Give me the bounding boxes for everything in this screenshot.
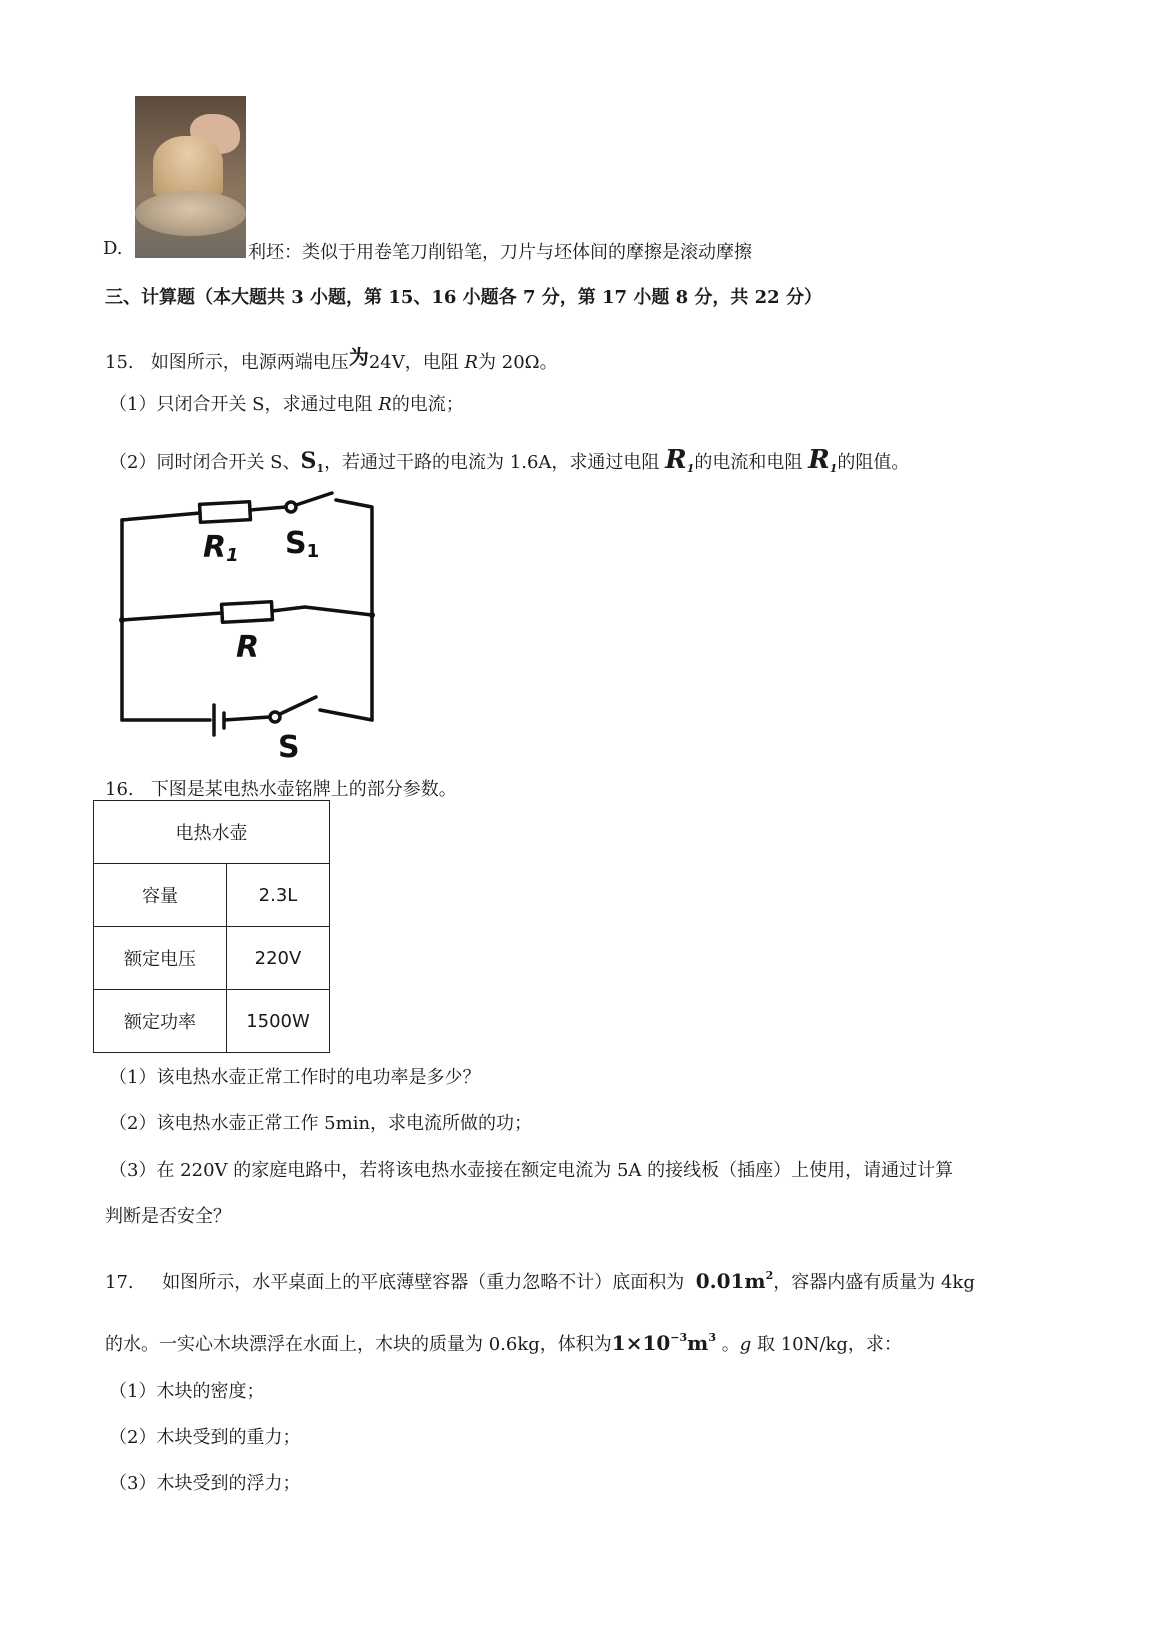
q15-p2-s1: $S_1$ [300,448,325,475]
junction-right [369,612,375,618]
q15-part1 [109,390,464,416]
table-row [94,990,330,1053]
q16-part3-line1: （3）在 220V 的家庭电路中，若将该电热水壶接在额定电流为 5A 的接线板（插座）上使用，请通过计算 [109,1160,954,1181]
resistor-r1 [200,502,251,523]
q15-p2-r1b: $R_1$ [808,445,838,475]
q17-stem [105,1268,975,1294]
circuit-label-s: S [278,730,300,760]
table-title: 电热水壶 [94,801,330,864]
q15-stem-wei: 为 [348,345,369,369]
option-d-label: D. [103,238,123,259]
q15-p2-a: （2）同时闭合开关 S、 [109,452,301,473]
row-label-power: 额定功率 [94,990,227,1053]
pottery-photo [135,96,246,258]
q15-stem-r: R [464,352,479,373]
q15-p2-c: 的电流和电阻 [694,452,803,473]
q16-part1: （1）该电热水壶正常工作时的电功率是多少？ [109,1067,481,1088]
circuit-label-s1: S1 [285,526,320,562]
q15-p1-end: 的电流； [391,394,464,415]
switch-s1-blade [296,493,332,505]
kettle-spec-table [93,800,330,1053]
row-value-capacity: 2.3L [227,864,330,927]
table-row [94,864,330,927]
q17-stem-b: ，容器内盛有质量为 4kg [773,1272,975,1293]
q17-volume: $1\times 10^{-3}m^3$ [611,1331,716,1355]
q17-line2-b: 。 [721,1334,740,1355]
q17-line2-a: 的水。一实心木块漂浮在水面上，木块的质量为 0.6kg，体积为 [105,1334,612,1355]
q17-part2: （2）木块受到的重力； [109,1427,301,1448]
q16-stem-text: 下图是某电热水壶铭牌上的部分参数。 [150,779,457,800]
table-title-row [94,801,330,864]
q17-stem-a: 如图所示，水平桌面上的平底薄壁容器（重力忽略不计）底面积为 [162,1272,685,1293]
wire-mid-a [122,613,222,620]
wire-top-a [122,513,200,520]
row-label-voltage: 额定电压 [94,927,227,990]
resistor-r [222,602,273,623]
circuit-label-r: R [236,630,260,665]
q15-stem [105,341,558,374]
table-row [94,927,330,990]
pottery-wheel-shape [135,191,246,236]
q15-part2 [109,445,909,475]
row-value-power: 1500W [227,990,330,1053]
q15-p2-d: 的阻值。 [837,452,910,473]
q15-stem-a: 如图所示，电源两端电压 [150,352,349,373]
q15-p2-r1: $R_1$ [665,445,695,475]
q16-number: 16. [105,779,134,800]
switch-s-blade [280,697,316,714]
junction-left [119,617,125,623]
q17-line2-c: 取 10N/kg，求： [757,1334,902,1355]
wire-top-b [250,507,286,510]
row-label-capacity: 容量 [94,864,227,927]
q15-stem-b: 24V，电阻 [368,352,459,373]
q16-part2: （2）该电热水壶正常工作 5min，求电流所做的功； [109,1113,533,1134]
q17-area: $0.01m^2$ [695,1269,774,1293]
wire-bot-c [320,710,372,720]
q17-number: 17. [105,1272,134,1293]
q15-p1: （1）只闭合开关 S，求通过电阻 [109,394,373,415]
option-d-text: 利坯：类似于用卷笔刀削铅笔，刀片与坯体间的摩擦是滚动摩擦 [248,242,752,263]
q17-part1: （1）木块的密度； [109,1381,265,1402]
row-value-voltage: 220V [227,927,330,990]
clay-pot-shape [153,136,223,196]
q15-p2-b: ，若通过干路的电流为 1.6A，求通过电阻 [324,452,660,473]
q15-number: 15. [105,352,134,373]
q15-stem-c: 为 20Ω。 [478,352,558,373]
q17-g: g [739,1334,752,1355]
wire-mid-b [272,607,372,615]
q16-stem [105,775,457,801]
q17-line2 [105,1330,902,1356]
switch-s1-pivot [286,502,296,512]
circuit-label-r1: R1 [203,530,239,566]
wire-bot-b [224,717,270,720]
section-title: 三、计算题（本大题共 3 小题，第 15、16 小题各 7 分，第 17 小题 8 分，共 22 分） [105,287,822,308]
circuit-diagram [110,485,380,760]
q15-p1-r: R [378,394,392,415]
q17-part3: （3）木块受到的浮力； [109,1473,301,1494]
q16-part3-line2: 判断是否安全？ [105,1206,231,1227]
